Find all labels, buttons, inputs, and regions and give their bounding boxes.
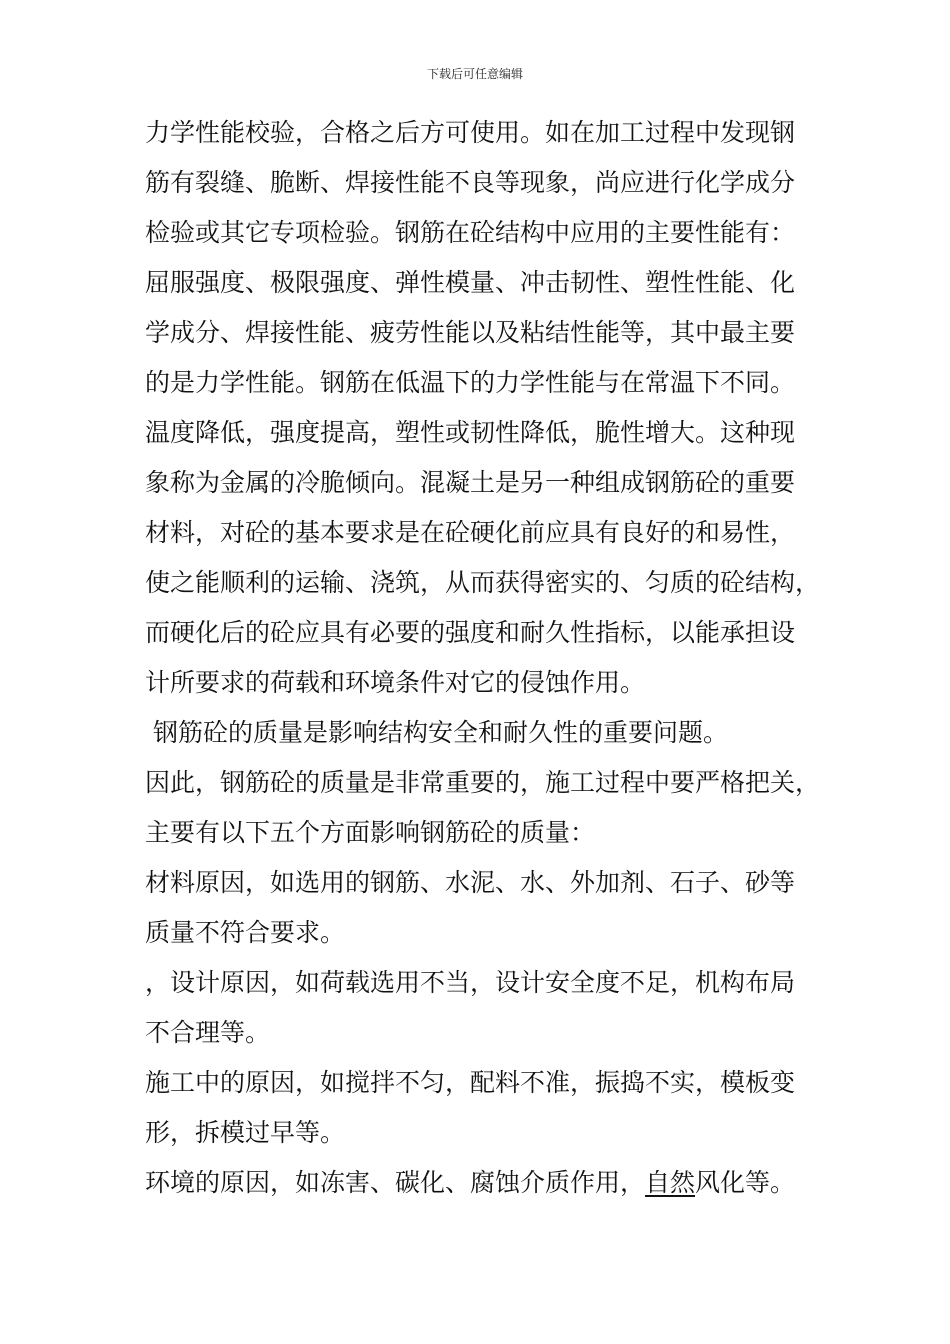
text-line: 而硬化后的砼应具有必要的强度和耐久性指标，以能承担设 [145, 618, 796, 647]
text-line: 学成分、焊接性能、疲劳性能以及粘结性能等，其中最主要 [145, 318, 796, 347]
document-body [145, 108, 845, 1208]
last-line-after: 风化等。 [695, 1168, 796, 1197]
text-line: 屈服强度、极限强度、弹性模量、冲击韧性、塑性性能、化 [145, 268, 796, 297]
text-line-last [145, 1158, 845, 1208]
last-line-before: 环境的原因，如冻害、碳化、腐蚀介质作用， [145, 1168, 646, 1197]
text-line: 材料原因，如选用的钢筋、水泥、水、外加剂、石子、砂等 [145, 868, 796, 897]
text-line: 检验或其它专项检验。钢筋在砼结构中应用的主要性能有： [145, 218, 796, 247]
text-line: 施工中的原因，如搅拌不匀，配料不准，振捣不实，模板变 [145, 1068, 796, 1097]
text-line: 力学性能校验，合格之后方可使用。如在加工过程中发现钢 [145, 118, 796, 147]
text-line: 主要有以下五个方面影响钢筋砼的质量： [145, 818, 596, 847]
text-line: ，设计原因，如荷载选用不当，设计安全度不足，机构布局 [145, 968, 796, 997]
text-line: 钢筋砼的质量是影响结构安全和耐久性的重要问题。 [145, 718, 728, 747]
text-line: 不合理等。 [145, 1018, 271, 1047]
text-line: 计所要求的荷载和环境条件对它的侵蚀作用。 [145, 668, 646, 697]
underlined-link[interactable]: 自然 [645, 1168, 696, 1197]
text-line: 因此，钢筋砼的质量是非常重要的，施工过程中要严格把关， [145, 768, 821, 797]
text-line: 的是力学性能。钢筋在低温下的力学性能与在常温下不同。 [145, 368, 796, 397]
text-line: 形，拆模过早等。 [145, 1118, 346, 1147]
text-line: 筋有裂缝、脆断、焊接性能不良等现象，尚应进行化学成分 [145, 168, 796, 197]
text-line: 材料，对砼的基本要求是在砼硬化前应具有良好的和易性， [145, 518, 796, 547]
text-line: 温度降低，强度提高，塑性或韧性降低，脆性增大。这种现 [145, 418, 796, 447]
text-line: 象称为金属的冷脆倾向。混凝土是另一种组成钢筋砼的重要 [145, 468, 796, 497]
text-line: 质量不符合要求。 [145, 918, 346, 947]
page-header: 下载后可任意编辑 [426, 67, 523, 81]
text-line: 使之能顺利的运输、浇筑，从而获得密实的、匀质的砼结构， [145, 568, 821, 597]
